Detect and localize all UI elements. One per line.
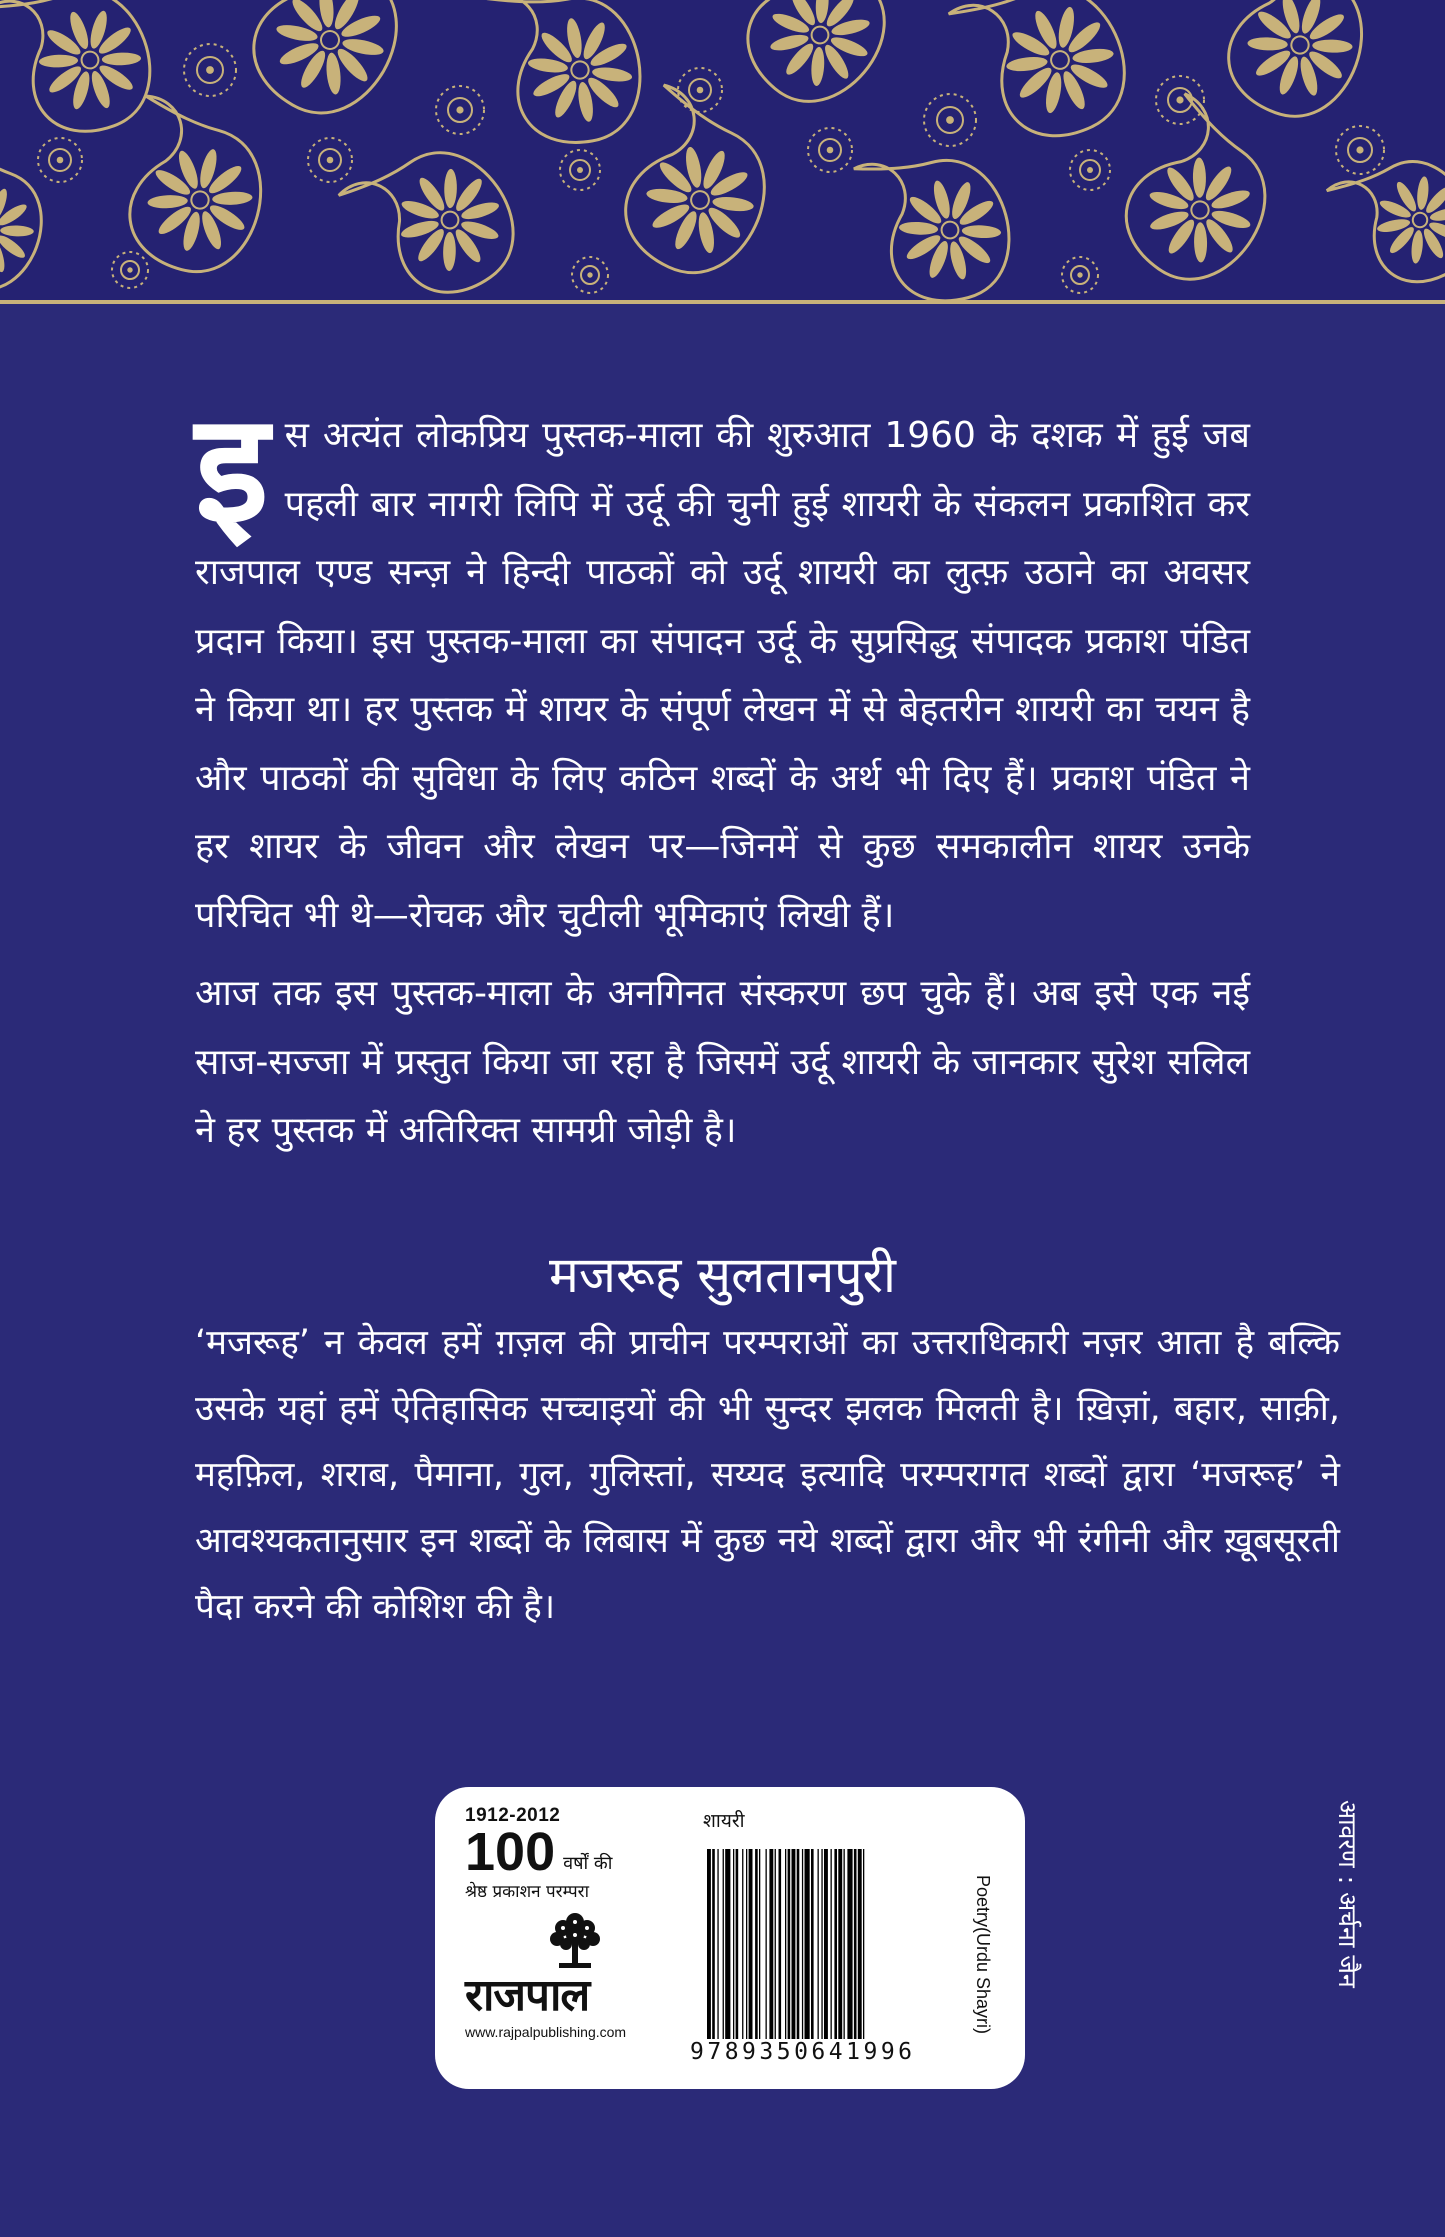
publisher-years-word: वर्षों की [563, 1853, 613, 1874]
publisher-name: राजपाल [465, 1970, 590, 2021]
intro-paragraph-1-text: स अत्यंत लोकप्रिय पुस्तक-माला की शुरुआत 1960 के दशक में हुई जब पहली बार नागरी लिपि में उर्दू की चुनी हुई शायरी के संकलन प्रकाशित कर राजपाल एण्ड सन्ज़ ने हिन्दी पाठकों को उर्दू शायरी का लुत्फ़ उठाने का अवसर प्रदान किया। इस पुस्तक-माला का संपादन उर्दू के सुप्रसिद्ध संपादक प्रकाश पंडित ने किया था। हर पुस्तक में शायर के संपूर्ण लेखन में से बेहतरीन शायरी का चयन है और पाठकों की सुविधा के लिए कठिन शब्दों के अर्थ भी दिए हैं। प्रकाश पंडित ने हर शायर के जीवन और लेखन पर—जिनमें से कुछ समकालीन शायर उनके परिचित भी थे—रोचक और चुटीली भूमिकाएं लिखी हैं। [195, 415, 1250, 936]
poet-description [195, 1310, 1340, 1640]
barcode-icon [703, 1849, 955, 2039]
tree-icon [545, 1908, 605, 1970]
intro-paragraph-2: आज तक इस पुस्तक-माला के अनगिनत संस्करण छप चुके हैं। अब इसे एक नई साज-सज्जा में प्रस्तुत किया जा रहा है जिसमें उर्दू शायरी के जानकार सुरेश सलिल ने हर पुस्तक में अतिरिक्त सामग्री जोड़ी है। [195, 973, 1250, 1151]
paisley-pattern-icon [0, 0, 1445, 300]
category-label: Poetry(Urdu Shayri) [973, 1875, 993, 2035]
cover-credit: आवरण : अर्चना जैन [1333, 1800, 1362, 1988]
intro-text [195, 382, 1250, 1166]
publisher-hundred: 100 [465, 1822, 556, 1882]
decorative-pattern-band [0, 0, 1445, 304]
publisher-tagline: श्रेष्ठ प्रकाशन परम्परा [465, 1882, 590, 1902]
publisher-barcode-box [435, 1787, 1025, 2089]
dropcap-letter: इ [195, 382, 269, 556]
intro-paragraph-1 [195, 382, 1250, 950]
poet-name-heading: मजरूह सुलतानपुरी [549, 1246, 896, 1304]
genre-label: शायरी [703, 1810, 745, 1832]
publisher-anniversary [465, 1822, 680, 1882]
poet-description-text: ‘मजरूह’ न केवल हमें ग़ज़ल की प्राचीन परम्पराओं का उत्तराधिकारी नज़र आता है बल्कि उसके यहां हमें ऐतिहासिक सच्चाइयों की भी सुन्दर झलक मिलती है। ख़िज़ां, बहार, साक़ी, महफ़िल, शराब, पैमाना, गुल, गुलिस्तां, सय्यद इत्यादि परम्परागत शब्दों द्वारा ‘मजरूह’ ने आवश्यकतानुसार इन शब्दों के लिबास में कुछ नये शब्दों द्वारा और भी रंगीनी और ख़ूबसूरती पैदा करने की कोशिश की है। [195, 1323, 1340, 1627]
isbn-digits: 9789350641996 [690, 2039, 916, 2065]
publisher-years: 1912-2012 [465, 1805, 561, 1826]
publisher-badge [465, 1805, 680, 2040]
publisher-url: www.rajpalpublishing.com [465, 2024, 627, 2040]
